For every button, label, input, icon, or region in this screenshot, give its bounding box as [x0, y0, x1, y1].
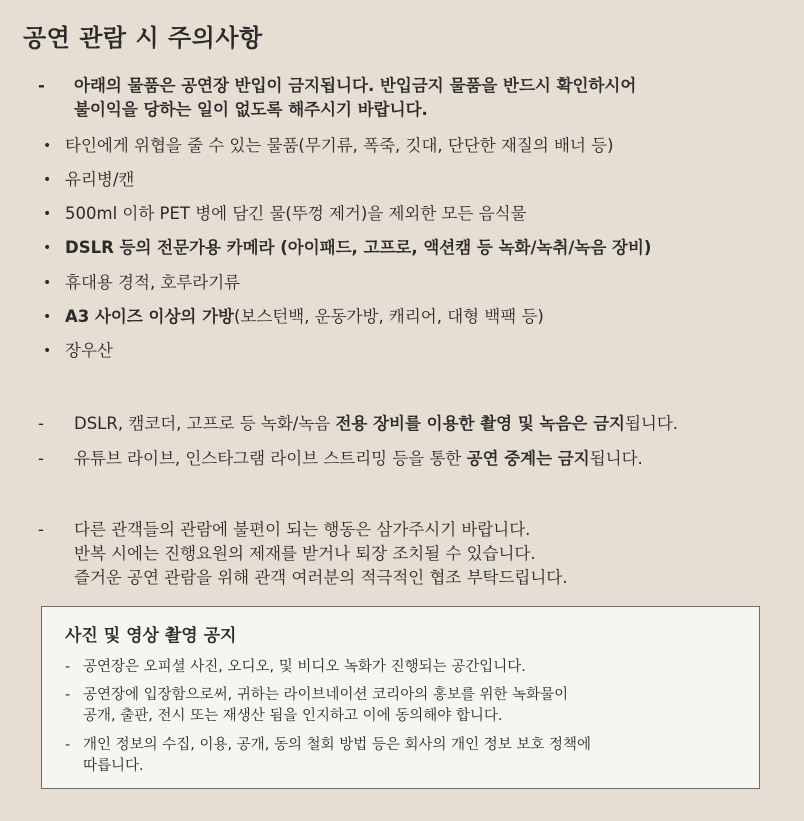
rule-text	[74, 447, 643, 471]
behavior-dash: -	[38, 520, 44, 539]
notice-line: 공개, 출판, 전시 또는 재생산 됨을 인지하고 이에 동의해야 합니다.	[83, 708, 503, 724]
item-text: 유리병/캔	[65, 170, 135, 189]
notice-line: 개인 정보의 수집, 이용, 공개, 동의 철회 방법 등은 회사의 개인 정보 보호 정책에	[83, 737, 591, 753]
prohibited-item-text	[65, 168, 134, 192]
bullet-dot: •	[43, 343, 52, 359]
item-text: 장우산	[65, 341, 113, 360]
notice-dash: -	[65, 687, 71, 703]
behavior-text	[74, 518, 568, 590]
intro-text	[74, 74, 636, 122]
notice-line: 따릅니다.	[83, 758, 144, 774]
rule-segment: DSLR, 캠코더, 고프로 등 녹화/녹음	[74, 414, 336, 433]
intro-line-2: 불이익을 당하는 일이 없도록 해주시기 바랍니다.	[74, 100, 428, 119]
item-text: 500ml 이하 PET 병에 담긴 물(뚜껑 제거)을 제외한 모든 음식물	[65, 204, 527, 223]
intro-line-1: 아래의 물품은 공연장 반입이 금지됩니다. 반입금지 물품을 반드시 확인하시어	[74, 76, 637, 95]
bullet-dot: •	[43, 275, 52, 291]
emphasis-text: DSLR 등의 전문가용 카메라 (아이패드, 고프로, 액션캠 등 녹화/녹취/녹음 장비)	[65, 238, 652, 257]
notice-title: 사진 및 영상 촬영 공지	[65, 626, 237, 646]
bullet-dot: •	[43, 309, 52, 325]
behavior-line-2: 반복 시에는 진행요원의 제재를 받거나 퇴장 조치될 수 있습니다.	[74, 544, 536, 563]
rule-segment: 됩니다.	[624, 414, 679, 433]
photo-notice-box	[41, 606, 760, 789]
emphasis-text: A3 사이즈 이상의 가방	[65, 307, 234, 326]
rule-dash: -	[38, 414, 44, 433]
notice-item-text	[83, 657, 526, 678]
notice-item-text	[83, 685, 568, 727]
bullet-dot: •	[43, 172, 52, 188]
prohibited-item-text	[65, 236, 651, 260]
item-text: 타인에게 위협을 줄 수 있는 물품(무기류, 폭죽, 깃대, 단단한 재질의 배너 등)	[65, 136, 614, 155]
notice-line: 공연장은 오피셜 사진, 오디오, 및 비디오 녹화가 진행되는 공간입니다.	[83, 659, 526, 675]
notice-dash: -	[65, 737, 71, 753]
rule-segment: 됩니다.	[589, 449, 643, 468]
item-text: (보스턴백, 운동가방, 캐리어, 대형 백팩 등)	[234, 307, 544, 326]
prohibited-item-text	[65, 202, 526, 226]
bullet-dot: •	[43, 206, 52, 222]
rule-segment: 유튜브 라이브, 인스타그램 라이브 스트리밍 등을 통한	[74, 449, 467, 468]
intro-dash: -	[38, 76, 45, 95]
notice-line: 공연장에 입장함으로써, 귀하는 라이브네이션 코리아의 홍보를 위한 녹화물이	[83, 687, 569, 703]
rule-text	[74, 412, 678, 436]
prohibited-item-text	[65, 339, 113, 363]
bullet-dot: •	[43, 138, 52, 154]
item-text: 휴대용 경적, 호루라기류	[65, 273, 241, 292]
notice-dash: -	[65, 659, 71, 675]
emphasis-text: 전용 장비를 이용한 촬영 및 녹음은 금지	[335, 414, 625, 433]
prohibited-item-text	[65, 271, 240, 295]
page-title: 공연 관람 시 주의사항	[23, 24, 263, 52]
bullet-dot: •	[43, 240, 52, 256]
prohibited-item-text	[65, 305, 544, 329]
notice-item-text	[83, 735, 591, 777]
prohibited-item-text	[65, 134, 614, 158]
behavior-line-1: 다른 관객들의 관람에 불편이 되는 행동은 삼가주시기 바랍니다.	[74, 520, 531, 539]
rule-dash: -	[38, 449, 44, 468]
behavior-line-3: 즐거운 공연 관람을 위해 관객 여러분의 적극적인 협조 부탁드립니다.	[74, 568, 568, 587]
emphasis-text: 공연 중계는 금지	[466, 449, 590, 468]
